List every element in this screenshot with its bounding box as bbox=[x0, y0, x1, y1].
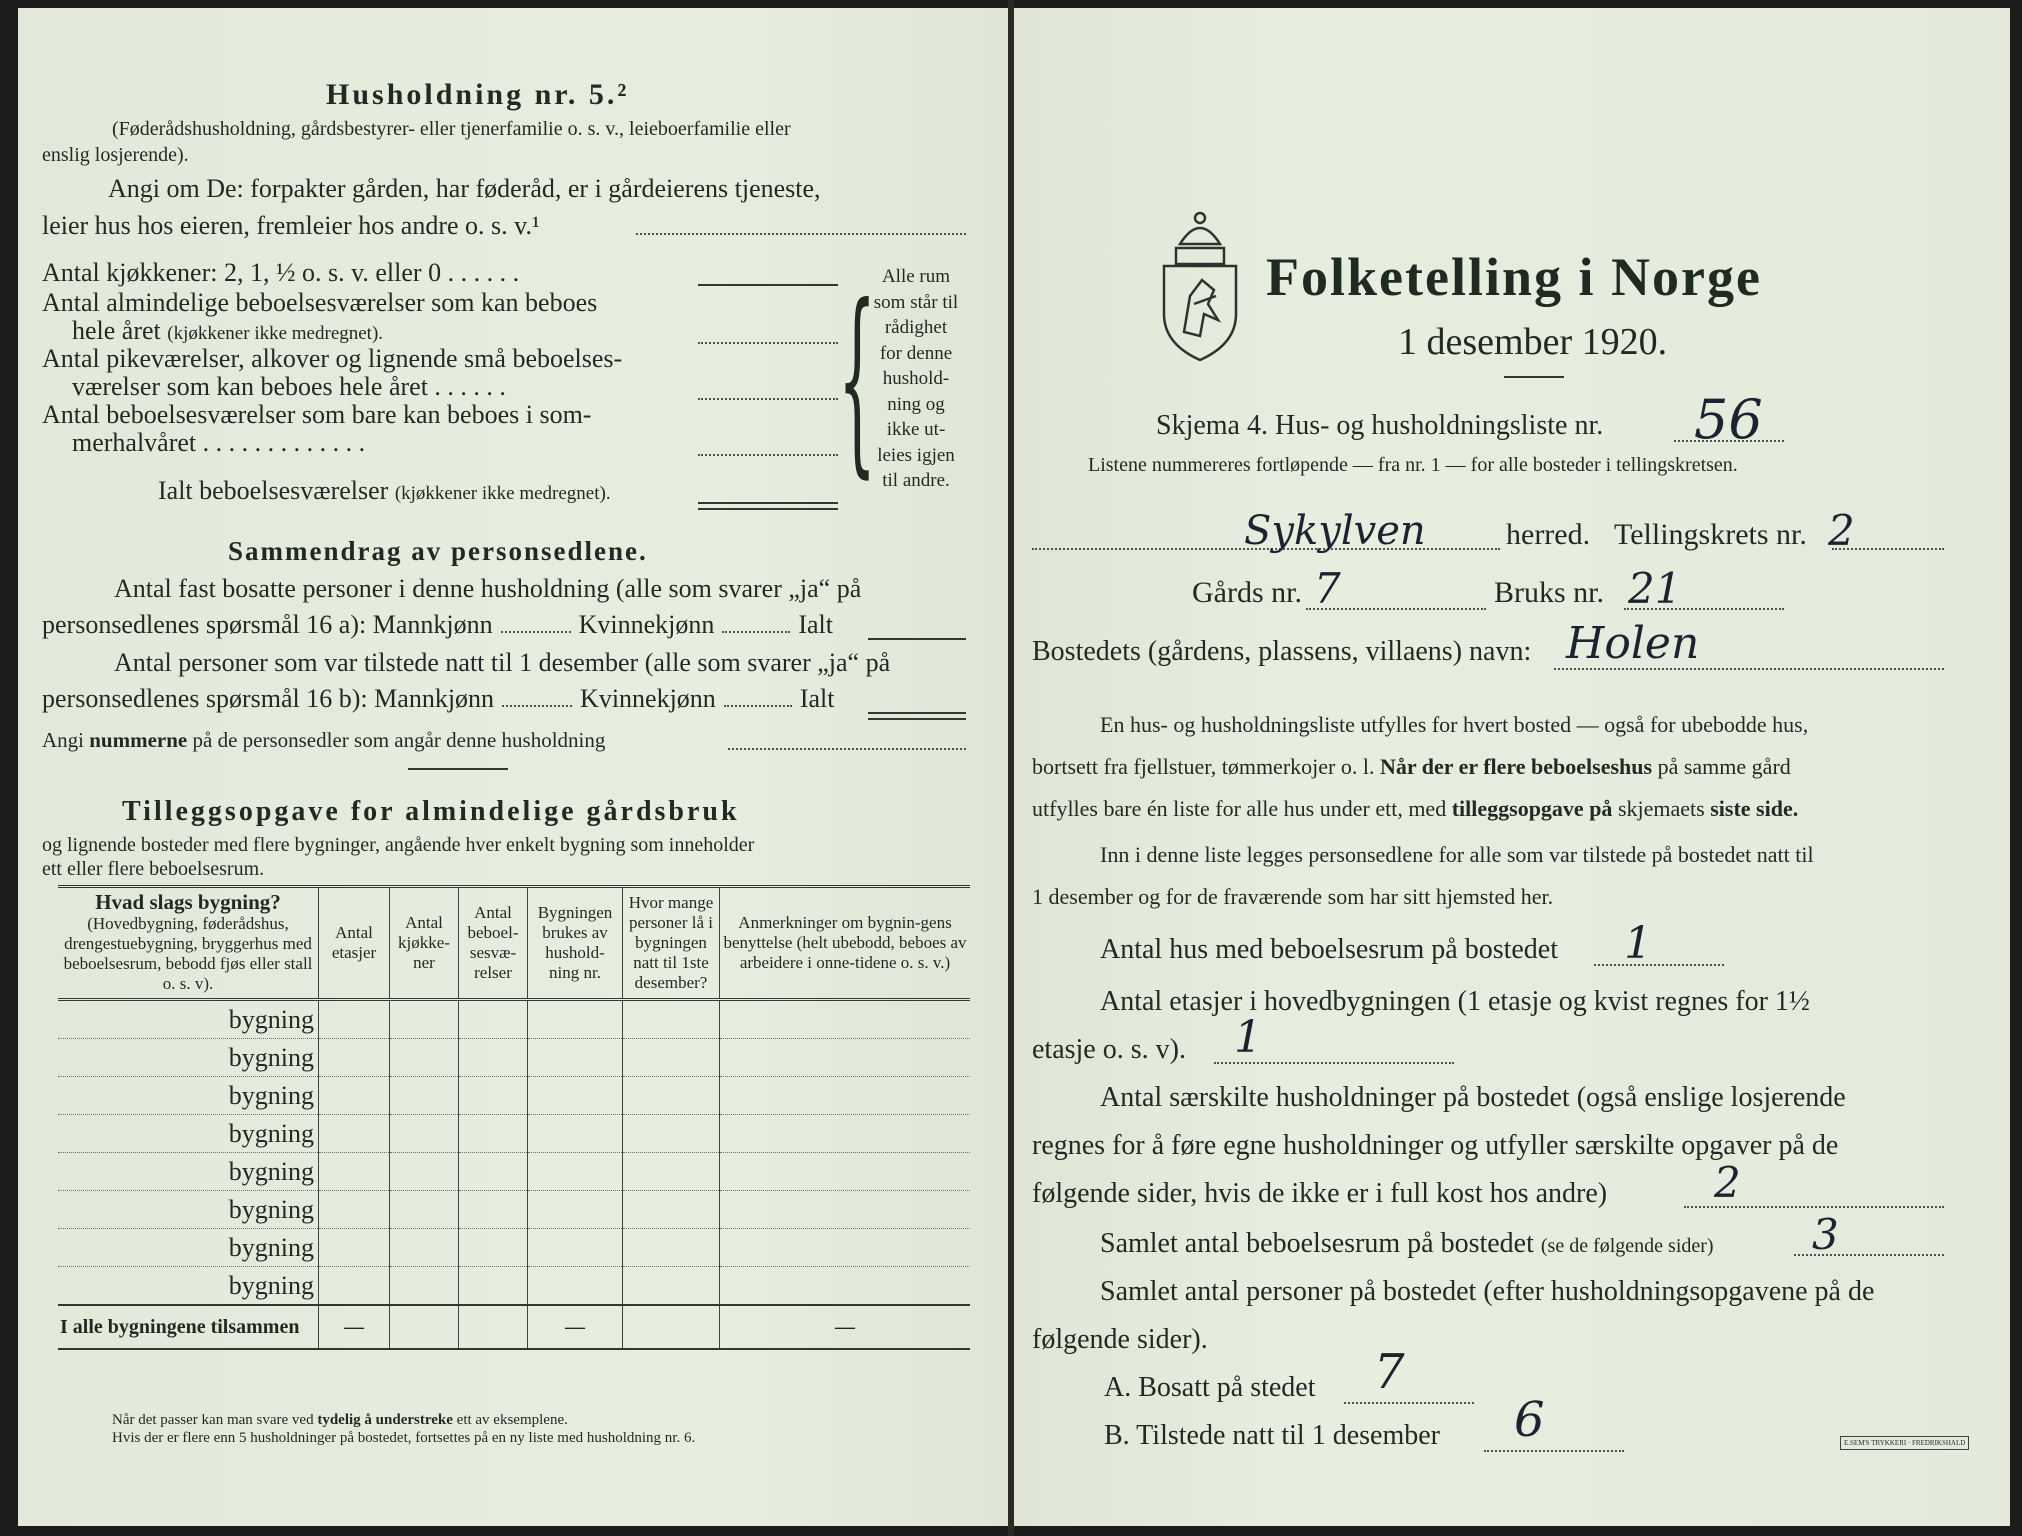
building-cell bbox=[623, 1229, 720, 1267]
etasjer-label-1: Antal etasjer i hovedbygningen (1 etasje og kvist regnes for 1½ bbox=[1100, 986, 1810, 1017]
gards-value: 7 bbox=[1314, 564, 1341, 613]
building-cell bbox=[528, 1077, 623, 1115]
bosatt-value: 7 bbox=[1374, 1344, 1405, 1400]
total-rooms-label: Ialt beboelsesværelser (kjøkkener ikke medregnet). bbox=[158, 476, 611, 505]
separator-rule bbox=[408, 768, 508, 770]
building-row-label: bygning bbox=[58, 1000, 319, 1039]
rooms-note-line: ning og bbox=[887, 393, 945, 415]
instructions-1a: En hus- og husholdningsliste utfylles for hvert bosted — også for ubebodde hus, bbox=[1100, 712, 1809, 737]
building-row-label: bygning bbox=[58, 1229, 319, 1267]
building-cell bbox=[459, 1229, 528, 1267]
building-cell bbox=[319, 1229, 390, 1267]
question-occupancy-1: Angi om De: forpakter gården, har føderåd, er i gårdeierens tjeneste, bbox=[108, 174, 821, 203]
building-row-label: bygning bbox=[58, 1115, 319, 1153]
col-personer: Hvor mange personer lå i bygningen natt til 1ste desember? bbox=[623, 887, 720, 1000]
total-label: I alle bygningene tilsammen bbox=[58, 1305, 319, 1349]
building-cell bbox=[459, 1000, 528, 1039]
col-etasjer: Antal etasjer bbox=[319, 887, 390, 1000]
listene-note: Listene nummereres fortløpende — fra nr. 1 — for alle bosteder i tellingskretsen. bbox=[1088, 454, 1738, 476]
rooms-note-line: hushold- bbox=[882, 368, 950, 389]
bruks-label: Bruks nr. bbox=[1494, 576, 1605, 609]
building-row bbox=[58, 1153, 970, 1191]
rooms-note-line: leies igjen bbox=[877, 444, 955, 466]
building-cell bbox=[319, 1039, 390, 1077]
printer-stamp: E.SEM'S TRYKKERI · FREDRIKSHALD bbox=[1840, 1436, 1969, 1450]
building-cell bbox=[720, 1153, 971, 1191]
building-cell bbox=[459, 1153, 528, 1191]
rooms-note-line: ikke ut- bbox=[886, 419, 946, 440]
tilstede-line bbox=[1484, 1450, 1624, 1452]
building-cell bbox=[319, 1153, 390, 1191]
summary-b-2: personsedlenes spørsmål 16 b): Mannkjønn Kvinnekjønn Ialt bbox=[42, 684, 835, 713]
col-husholdning: Bygningen brukes av hushold-ning nr. bbox=[528, 887, 623, 1000]
rooms-note bbox=[866, 264, 966, 494]
herred-value: Sykylven bbox=[1244, 508, 1426, 554]
angi-nummerne: Angi nummerne på de personsedler som angår denne husholdning bbox=[42, 728, 606, 752]
col-anmerkninger: Anmerkninger om bygnin-gens benyttelse (helt ubebodd, beboes av arbeidere i onne-tidene o. s. v.) bbox=[720, 887, 971, 1000]
samlet-rum-line bbox=[1794, 1254, 1944, 1256]
samlet-personer-label-1: Samlet antal personer på bostedet (efter husholdningsopgavene på de bbox=[1100, 1276, 1875, 1307]
rooms-note-line: rådighet bbox=[884, 317, 948, 338]
krets-value: 2 bbox=[1828, 506, 1855, 555]
building-row-label: bygning bbox=[58, 1191, 319, 1229]
building-cell bbox=[623, 1267, 720, 1306]
rooms-note-line: Alle rum bbox=[881, 266, 951, 287]
building-cell bbox=[720, 1000, 971, 1039]
building-cell bbox=[390, 1229, 459, 1267]
bosted-label: Bostedets (gårdens, plassens, villaens) navn: bbox=[1032, 636, 1532, 667]
col-building: Hvad slags bygning? (Hovedbygning, føderådshus, drengestuebygning, bryggerhus med beboelsesrum, bebodd fjøs eller stall o. s. v). bbox=[63, 890, 313, 993]
total-rooms-answer-line bbox=[698, 502, 838, 504]
total-husholdning: — bbox=[528, 1305, 623, 1349]
footnote-1: Når det passer kan man svare ved tydelig å understreke ett av eksemplene. bbox=[112, 1412, 568, 1428]
form-date: 1 desember 1920. bbox=[1398, 321, 1668, 363]
kitchens-label: Antal kjøkkener: 2, 1, ½ o. s. v. eller 0 . . . . . . bbox=[42, 258, 520, 287]
title-rule bbox=[1504, 376, 1564, 378]
building-cell bbox=[720, 1039, 971, 1077]
building-cell bbox=[528, 1267, 623, 1306]
summer-rooms-label-1: Antal beboelsesværelser som bare kan beboes i som- bbox=[42, 400, 592, 429]
building-row bbox=[58, 1000, 970, 1039]
building-row bbox=[58, 1115, 970, 1153]
total-rooms-double-line bbox=[698, 508, 838, 510]
building-cell bbox=[390, 1153, 459, 1191]
building-cell bbox=[720, 1267, 971, 1306]
bosatt-line bbox=[1344, 1402, 1474, 1404]
building-cell bbox=[459, 1077, 528, 1115]
building-cell bbox=[390, 1000, 459, 1039]
building-cell bbox=[459, 1191, 528, 1229]
building-row bbox=[58, 1191, 970, 1229]
building-cell bbox=[528, 1229, 623, 1267]
household-intro-1: (Føderådshusholdning, gårdsbestyrer- eller tjenerfamilie o. s. v., leieboerfamilie eller bbox=[112, 118, 791, 140]
col-kjokkener: Antal kjøkke-ner bbox=[390, 887, 459, 1000]
skjema-label: Skjema 4. Hus- og husholdningsliste nr. bbox=[1156, 410, 1604, 441]
building-cell bbox=[720, 1229, 971, 1267]
building-cell bbox=[720, 1115, 971, 1153]
building-row bbox=[58, 1267, 970, 1306]
building-cell bbox=[528, 1039, 623, 1077]
small-rooms-answer-line bbox=[698, 398, 838, 400]
total-anmerkninger: — bbox=[720, 1305, 971, 1349]
building-row bbox=[58, 1039, 970, 1077]
gards-label: Gårds nr. bbox=[1192, 576, 1302, 609]
building-cell bbox=[720, 1191, 971, 1229]
tilstede-value: 6 bbox=[1514, 1392, 1545, 1448]
etasjer-value: 1 bbox=[1234, 1012, 1262, 1063]
total-kjokkener bbox=[390, 1305, 459, 1349]
instructions-1c: utfylles bare én liste for alle hus under ett, med tilleggsopgave på skjemaets siste side. bbox=[1032, 796, 1799, 821]
building-cell bbox=[623, 1115, 720, 1153]
building-cell bbox=[319, 1115, 390, 1153]
summary-a-1: Antal fast bosatte personer i denne husholdning (alle som svarer „ja“ på bbox=[114, 574, 862, 603]
summary-b-1: Antal personer som var tilstede natt til 1 desember (alle som svarer „ja“ på bbox=[114, 648, 891, 677]
husholdninger-line bbox=[1684, 1206, 1944, 1208]
instructions-2a: Inn i denne liste legges personsedlene for alle som var tilstede på bostedet natt til bbox=[1100, 842, 1814, 867]
building-cell bbox=[319, 1267, 390, 1306]
rooms-label-2: hele året (kjøkkener ikke medregnet). bbox=[72, 316, 384, 345]
etasjer-line bbox=[1214, 1062, 1454, 1064]
tillegg-heading: Tilleggsopgave for almindelige gårdsbruk bbox=[122, 796, 740, 827]
total-personer bbox=[623, 1305, 720, 1349]
building-row bbox=[58, 1077, 970, 1115]
building-cell bbox=[720, 1077, 971, 1115]
col-vaerelser: Antal beboel-sesvæ-relser bbox=[459, 887, 528, 1000]
etasjer-label-2: etasje o. s. v). bbox=[1032, 1034, 1186, 1065]
rooms-label-1: Antal almindelige beboelsesværelser som kan beboes bbox=[42, 288, 598, 317]
bracket-icon: { bbox=[838, 263, 877, 496]
husholdninger-label-2: regnes for å føre egne husholdninger og utfyller særskilte opgaver på de bbox=[1032, 1130, 1839, 1161]
building-cell bbox=[390, 1267, 459, 1306]
building-cell bbox=[390, 1077, 459, 1115]
gards-line bbox=[1306, 608, 1486, 610]
summary-a-2: personsedlenes spørsmål 16 a): Mannkjønn Kvinnekjønn Ialt bbox=[42, 610, 834, 639]
building-cell bbox=[390, 1039, 459, 1077]
summary-heading: Sammendrag av personsedlene. bbox=[228, 536, 648, 566]
building-cell bbox=[528, 1115, 623, 1153]
rooms-note-line: for denne bbox=[879, 342, 953, 364]
bosted-value: Holen bbox=[1566, 618, 1700, 669]
building-row-label: bygning bbox=[58, 1039, 319, 1077]
husholdninger-label-3: følgende sider, hvis de ikke er i full kost hos andre) bbox=[1032, 1178, 1608, 1209]
skjema-line bbox=[1674, 440, 1784, 442]
summer-rooms-answer-line bbox=[698, 454, 838, 456]
hus-value: 1 bbox=[1624, 918, 1652, 969]
summary-b-total-double bbox=[868, 718, 966, 720]
right-page bbox=[1014, 8, 2010, 1526]
coat-of-arms-icon bbox=[1150, 204, 1250, 364]
building-cell bbox=[623, 1000, 720, 1039]
krets-label: Tellingskrets nr. bbox=[1614, 518, 1807, 551]
building-cell bbox=[623, 1191, 720, 1229]
rooms-answer-line bbox=[698, 342, 838, 344]
husholdninger-value: 2 bbox=[1714, 1158, 1741, 1207]
building-cell bbox=[459, 1039, 528, 1077]
buildings-table-header bbox=[58, 887, 970, 1000]
total-etasjer: — bbox=[319, 1305, 390, 1349]
instructions-1b: bortsett fra fjellstuer, tømmerkojer o. l. Når der er flere beboelseshus på samme gård bbox=[1032, 754, 1791, 779]
building-cell bbox=[319, 1191, 390, 1229]
krets-line bbox=[1832, 548, 1944, 550]
rooms-note-line: til andre. bbox=[882, 470, 950, 491]
building-cell bbox=[623, 1153, 720, 1191]
instructions-2b: 1 desember og for de fraværende som har sitt hjemsted her. bbox=[1032, 884, 1554, 909]
kitchens-answer-line bbox=[698, 284, 838, 286]
occupancy-answer-line bbox=[636, 233, 966, 235]
left-page bbox=[18, 8, 1008, 1526]
herred-label: herred. bbox=[1506, 518, 1591, 551]
bruks-value: 21 bbox=[1628, 564, 1682, 613]
tilstede-label: B. Tilstede natt til 1 desember bbox=[1104, 1420, 1440, 1451]
summer-rooms-label-2: merhalvåret . . . . . . . . . . . . . bbox=[72, 428, 366, 457]
small-rooms-label-2: værelser som kan beboes hele året . . . . . . bbox=[72, 372, 506, 401]
household-intro-2: enslig losjerende). bbox=[42, 144, 189, 166]
building-cell bbox=[319, 1077, 390, 1115]
husholdninger-label-1: Antal særskilte husholdninger på bostedet (også enslige losjerende bbox=[1100, 1082, 1846, 1113]
hus-line bbox=[1594, 964, 1724, 966]
angi-answer-line bbox=[728, 748, 966, 750]
building-cell bbox=[390, 1115, 459, 1153]
samlet-rum-value: 3 bbox=[1812, 1210, 1839, 1259]
samlet-personer-label-2: følgende sider). bbox=[1032, 1324, 1208, 1355]
bruks-line bbox=[1624, 608, 1784, 610]
building-cell bbox=[459, 1267, 528, 1306]
hus-label: Antal hus med beboelsesrum på bostedet bbox=[1100, 934, 1559, 965]
household-heading: Husholdning nr. 5.² bbox=[326, 78, 630, 111]
samlet-rum-label: Samlet antal beboelsesrum på bostedet (se de følgende sider) bbox=[1100, 1228, 1714, 1259]
buildings-total-row bbox=[58, 1305, 970, 1349]
footnote-2: Hvis der er flere enn 5 husholdninger på bostedet, fortsettes på en ny liste med husholdning nr. 6. bbox=[112, 1430, 696, 1446]
building-cell bbox=[319, 1000, 390, 1039]
building-cell bbox=[528, 1191, 623, 1229]
bosted-line bbox=[1554, 668, 1944, 670]
rooms-note-line: som står til bbox=[873, 291, 959, 313]
summary-b-total-line bbox=[868, 712, 966, 714]
buildings-table bbox=[58, 885, 970, 1350]
building-row-label: bygning bbox=[58, 1267, 319, 1306]
building-row-label: bygning bbox=[58, 1077, 319, 1115]
building-row-label: bygning bbox=[58, 1153, 319, 1191]
building-cell bbox=[528, 1000, 623, 1039]
building-cell bbox=[623, 1039, 720, 1077]
skjema-number: 56 bbox=[1694, 388, 1763, 451]
tillegg-text-1: og lignende bosteder med flere bygninger, angående hver enkelt bygning som inneholder bbox=[42, 834, 755, 856]
total-vaerelser bbox=[459, 1305, 528, 1349]
summary-a-total-line bbox=[868, 638, 966, 640]
building-cell bbox=[459, 1115, 528, 1153]
building-cell bbox=[528, 1153, 623, 1191]
question-occupancy-2: leier hus hos eieren, fremleier hos andre o. s. v.¹ bbox=[42, 211, 540, 240]
building-row bbox=[58, 1229, 970, 1267]
building-cell bbox=[390, 1191, 459, 1229]
tillegg-text-2: ett eller flere beboelsesrum. bbox=[42, 858, 265, 880]
form-title: Folketelling i Norge bbox=[1266, 247, 1762, 307]
building-cell bbox=[623, 1077, 720, 1115]
small-rooms-label-1: Antal pikeværelser, alkover og lignende små beboelses- bbox=[42, 344, 623, 373]
bosatt-label: A. Bosatt på stedet bbox=[1104, 1372, 1316, 1403]
